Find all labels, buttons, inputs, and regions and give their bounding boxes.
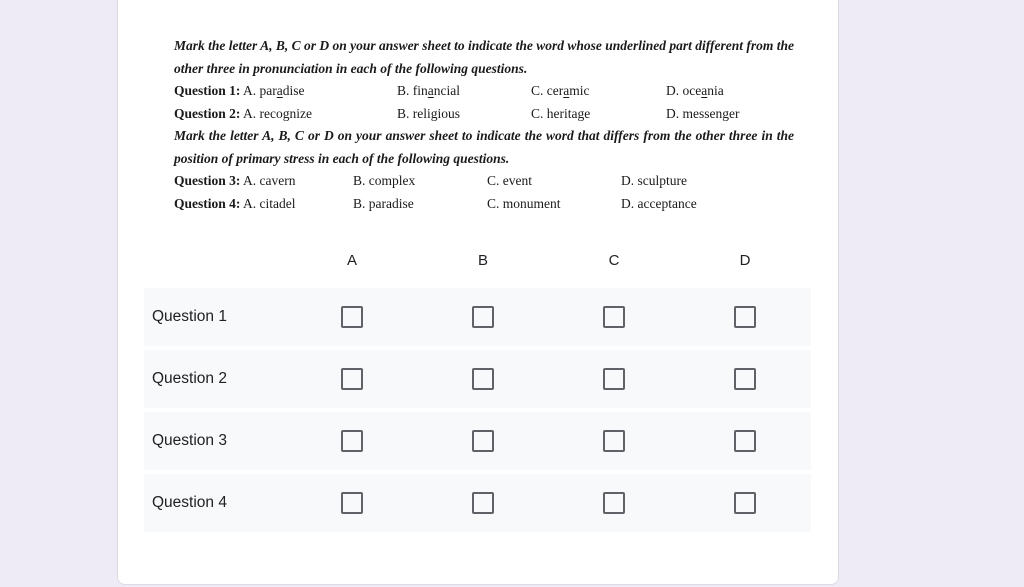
grid-row-question-3 xyxy=(144,412,811,470)
question-2-option-b: B. religious xyxy=(397,105,461,121)
question-1-option-d: D. oceania xyxy=(666,83,724,98)
checkbox-q2-b[interactable] xyxy=(472,368,494,390)
checkbox-q1-a[interactable] xyxy=(341,306,363,328)
question-4-option-d: D. acceptance xyxy=(621,195,697,211)
stress-instruction: Mark the letter A, B, C or D on your answer sheet to indicate the word that differs from the other three in the position of primary stress in each of the following questions. xyxy=(174,128,794,166)
question-2-label: Question 2: xyxy=(174,105,241,121)
checkbox-q3-a[interactable] xyxy=(341,430,363,452)
question-4-option-a: A. citadel xyxy=(243,195,296,211)
row-label-question-3: Question 3 xyxy=(152,432,227,449)
question-2-option-a: A. recognize xyxy=(243,105,312,121)
question-4-line xyxy=(174,193,794,216)
checkbox-q1-b[interactable] xyxy=(472,306,494,328)
checkbox-q4-d[interactable] xyxy=(734,492,756,514)
column-header-c: C xyxy=(608,252,620,269)
question-1-option-a: A. paradise xyxy=(243,83,305,98)
question-2-option-d: D. messenger xyxy=(666,105,740,121)
grid-column-headers xyxy=(144,246,811,288)
question-3-label: Question 3: xyxy=(174,173,241,188)
checkbox-q1-c[interactable] xyxy=(603,306,625,328)
question-2-line xyxy=(174,103,794,126)
checkbox-q3-b[interactable] xyxy=(472,430,494,452)
question-1-option-c: C. ceramic xyxy=(531,83,590,98)
grid-row-question-1 xyxy=(144,288,811,346)
pronunciation-instruction: Mark the letter A, B, C or D on your answer sheet to indicate the word whose underlined part different from the other three in pronunciation in each of the following questions. xyxy=(174,38,794,76)
checkbox-q3-d[interactable] xyxy=(734,430,756,452)
question-1-option-b: B. financial xyxy=(397,83,461,98)
question-4-option-c: C. monument xyxy=(487,195,561,211)
checkbox-q2-c[interactable] xyxy=(603,368,625,390)
question-4-label: Question 4: xyxy=(174,195,241,211)
grid-row-question-2 xyxy=(144,350,811,408)
question-3-option-c: C. event xyxy=(487,173,533,188)
question-3-line xyxy=(174,170,794,193)
checkbox-q4-a[interactable] xyxy=(341,492,363,514)
checkbox-q2-d[interactable] xyxy=(734,368,756,390)
question-3-option-a: A. cavern xyxy=(243,173,296,188)
checkbox-q1-d[interactable] xyxy=(734,306,756,328)
column-header-a: A xyxy=(346,252,357,269)
checkbox-q2-a[interactable] xyxy=(341,368,363,390)
column-header-d: D xyxy=(739,252,751,269)
checkbox-q4-c[interactable] xyxy=(603,492,625,514)
question-1-label: Question 1: xyxy=(174,83,241,98)
question-4-option-b: B. paradise xyxy=(353,195,414,211)
question-1-line xyxy=(174,80,794,103)
row-label-question-1: Question 1 xyxy=(152,308,227,325)
question-image xyxy=(174,35,794,215)
column-header-b: B xyxy=(477,252,488,269)
checkbox-grid xyxy=(144,246,811,536)
grid-row-question-4 xyxy=(144,474,811,532)
question-2-option-c: C. heritage xyxy=(531,105,591,121)
row-label-question-4: Question 4 xyxy=(152,494,227,511)
row-label-question-2: Question 2 xyxy=(152,370,227,387)
checkbox-q4-b[interactable] xyxy=(472,492,494,514)
checkbox-q3-c[interactable] xyxy=(603,430,625,452)
question-3-option-b: B. complex xyxy=(353,173,416,188)
question-3-option-d: D. sculpture xyxy=(621,173,687,188)
form-question-card xyxy=(117,0,839,585)
